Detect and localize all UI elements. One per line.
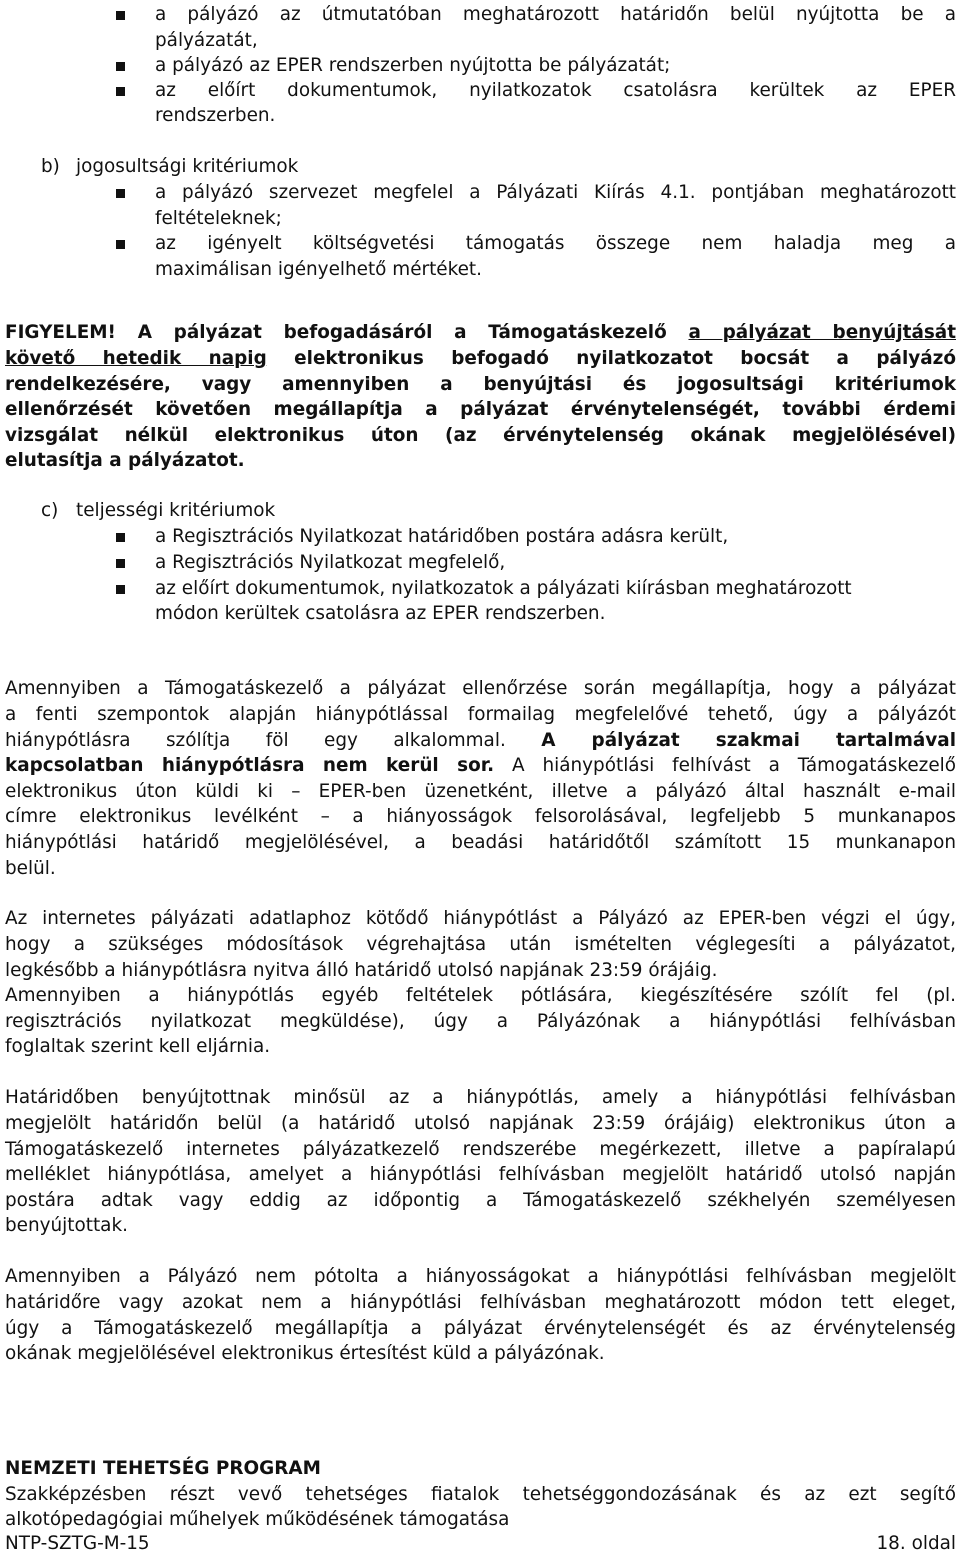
page-number: 18. oldal: [876, 1533, 956, 1554]
list-item-continuation: pályázatát,: [155, 30, 258, 51]
list-item: a pályázó az EPER rendszerben nyújtotta be pályázatát;: [155, 55, 671, 76]
paragraph-line: Támogatáskezelő internetes pályázatkezelő rendszerébe megérkezett, illetve a papíralapú: [5, 1139, 956, 1160]
paragraph-line: Az internetes pályázati adatlaphoz kötődő hiánypótlást a Pályázó az EPER-ben végzi el úgy,: [5, 908, 956, 929]
list-item-continuation: módon kerültek csatolásra az EPER rendszerben.: [155, 603, 606, 624]
paragraph-line: kapcsolatban hiánypótlásra nem kerül sor. A hiánypótlási felhívást a Támogatáskezelő: [5, 755, 956, 776]
paragraph-line: úgy a Támogatáskezelő megállapítja a pályázat érvénytelenségét és az érvénytelenség: [5, 1318, 956, 1339]
list-item: az előírt dokumentumok, nyilatkozatok a pályázati kiírásban meghatározott: [155, 578, 852, 599]
warning-line: FIGYELEM! A pályázat befogadásáról a Támogatáskezelő a pályázat benyújtását: [5, 322, 957, 343]
paragraph-line: belül.: [5, 858, 56, 879]
footer-code-line: [0, 1531, 960, 1557]
list-item: a Regisztrációs Nyilatkozat megfelelő,: [155, 552, 506, 573]
list-item: a pályázó szervezet megfelel a Pályázati Kiírás 4.1. pontjában meghatározott: [155, 182, 956, 203]
list-item-continuation: maximálisan igényelhető mértéket.: [155, 259, 482, 280]
paragraph-line: okának megjelölésével elektronikus értesítést küld a pályázónak.: [5, 1343, 605, 1364]
paragraph-line: postára adtak vagy eddig az időpontig a Támogatáskezelő székhelyén személyesen: [5, 1190, 956, 1211]
footer-description: Szakképzésben részt vevő tehetséges fiatalok tehetséggondozásának és az ezt segítő: [5, 1484, 956, 1505]
paragraph-line: hiánypótlásra szólítja föl egy alkalommal. A pályázat szakmai tartalmával: [5, 730, 957, 751]
paragraph-line: elektronikus úton küldi ki – EPER-ben üzenetként, illetve a pályázó által használt e-mail: [5, 781, 956, 802]
paragraph-line: Amennyiben a Támogatáskezelő a pályázat ellenőrzése során megállapítja, hogy a pályázat: [5, 678, 956, 699]
warning-line: követő hetedik napig elektronikus befogadó nyilatkozatot bocsát a pályázó: [5, 348, 956, 369]
warning-label: FIGYELEM!: [5, 322, 116, 343]
paragraph-line: melléklet hiánypótlása, amelyet a hiánypótlási felhívásban megjelölt határidő utolsó napján: [5, 1164, 956, 1185]
paragraph-line: határidőre vagy azokat nem a hiánypótlási felhívásban meghatározott módon tett eleget,: [5, 1292, 956, 1313]
paragraph-line: regisztrációs nyilatkozat megküldése), úgy a Pályázónak a hiánypótlási felhívásban: [5, 1011, 956, 1032]
list-item-continuation: rendszerben.: [155, 105, 276, 126]
paragraph-line: hogy a szükséges módosítások végrehajtása után ismételten véglegesíti a pályázatot,: [5, 934, 956, 955]
list-item: a Regisztrációs Nyilatkozat határidőben postára adásra került,: [155, 526, 729, 547]
section-heading-b: b) jogosultsági kritériumok: [41, 156, 299, 177]
warning-line: ellenőrzését követően megállapítja a pályázat érvénytelenségét, további érdemi: [5, 399, 956, 420]
paragraph-line: benyújtottak.: [5, 1215, 128, 1236]
paragraph-line: hiánypótlási határidő megjelölésével, a beadási határidőtől számított 15 munkanapon: [5, 832, 956, 853]
document-code: NTP-SZTG-M-15: [5, 1533, 150, 1554]
list-item: az igényelt költségvetési támogatás összege nem haladja meg a: [155, 233, 956, 254]
paragraph-line: Amennyiben a Pályázó nem pótolta a hiányosságokat a hiánypótlási felhívásban megjelölt: [5, 1266, 956, 1287]
paragraph-line: foglaltak szerint kell eljárnia.: [5, 1036, 271, 1057]
warning-line: elutasítja a pályázatot.: [5, 450, 245, 471]
warning-line: rendelkezésére, vagy amennyiben a benyújtási és jogosultsági kritériumok: [5, 374, 956, 395]
warning-line: vizsgálat nélkül elektronikus úton (az érvénytelenség okának megjelölésével): [5, 425, 956, 446]
paragraph-line: megjelölt határidőn belül (a határidő utolsó napjának 23:59 órájáig) elektronikus úton a: [5, 1113, 956, 1134]
list-item: a pályázó az útmutatóban meghatározott határidőn belül nyújtotta be a: [155, 4, 956, 25]
paragraph-line: címre elektronikus levélként – a hiányosságok felsorolásával, legfeljebb 5 munkanapos: [5, 806, 956, 827]
paragraph-line: Határidőben benyújtottnak minősül az a hiánypótlás, amely a hiánypótlási felhívásban: [5, 1087, 956, 1108]
footer-description: alkotópedagógiai műhelyek működésének támogatása: [5, 1509, 510, 1530]
footer-program-title: NEMZETI TEHETSÉG PROGRAM: [5, 1458, 321, 1479]
paragraph-line: legkésőbb a hiánypótlásra nyitva álló határidő utolsó napjának 23:59 órájáig.: [5, 960, 718, 981]
paragraph-line: a fenti szempontok alapján hiánypótlással formailag megfelelővé tehető, úgy a pályázót: [5, 704, 956, 725]
list-item-continuation: feltételeknek;: [155, 208, 282, 229]
paragraph-line: Amennyiben a hiánypótlás egyéb feltételek pótlására, kiegészítésére szólít fel (pl.: [5, 985, 956, 1006]
list-item: az előírt dokumentumok, nyilatkozatok csatolásra kerültek az EPER: [155, 80, 956, 101]
section-heading-c: c) teljességi kritériumok: [41, 500, 276, 521]
